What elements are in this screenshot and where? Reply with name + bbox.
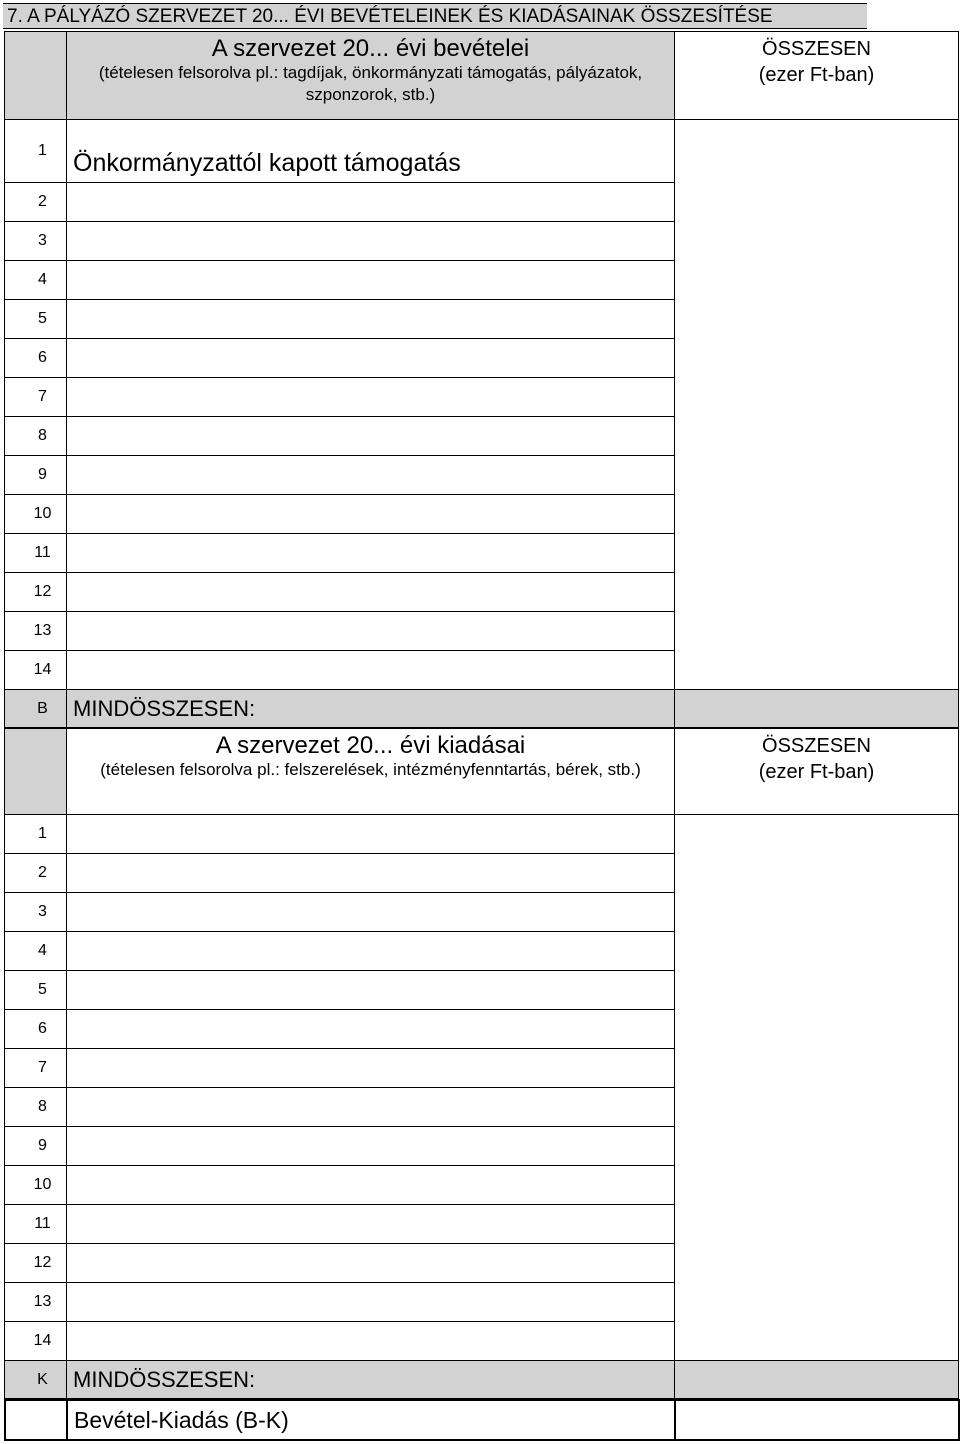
income-row-num: 2 [5, 183, 67, 222]
income-row-label[interactable] [67, 651, 675, 690]
balance-empty-cell [5, 1400, 67, 1440]
income-row-label[interactable] [67, 456, 675, 495]
income-row-num: 3 [5, 222, 67, 261]
expense-row-num: 1 [5, 815, 67, 854]
income-sum-column[interactable] [675, 120, 959, 690]
income-row-num: 12 [5, 573, 67, 612]
income-total-letter: B [5, 690, 67, 728]
expense-row-label[interactable] [67, 971, 675, 1010]
expense-sum-header-2: (ezer Ft-ban) [758, 761, 875, 783]
expense-row-label[interactable] [67, 1049, 675, 1088]
expense-row-num: 11 [5, 1205, 67, 1244]
income-sum-header-1: ÖSSZESEN [762, 38, 871, 60]
income-total-label: MINDÖSSZESEN: [67, 690, 675, 728]
income-header-subtitle-2: szponzorok, stb.) [305, 85, 436, 104]
income-row-label[interactable]: Önkormányzattól kapott támogatás [67, 120, 675, 183]
income-row-label[interactable] [67, 417, 675, 456]
expense-total-value[interactable] [675, 1361, 959, 1399]
expense-row-label[interactable] [67, 815, 675, 854]
expense-sum-column[interactable] [675, 815, 959, 1361]
expense-row-num: 3 [5, 893, 67, 932]
expense-row-label[interactable] [67, 1283, 675, 1322]
expense-row-num: 5 [5, 971, 67, 1010]
expense-row-num: 8 [5, 1088, 67, 1127]
income-row-num: 4 [5, 261, 67, 300]
income-header-title: A szervezet 20... évi bevételei [211, 35, 530, 62]
income-row-label[interactable] [67, 222, 675, 261]
expense-row-num: 4 [5, 932, 67, 971]
expense-header-cell [67, 729, 675, 815]
balance-label: Bevétel-Kiadás (B-K) [67, 1400, 675, 1440]
income-row-num: 9 [5, 456, 67, 495]
income-row-num: 10 [5, 495, 67, 534]
income-table [4, 31, 959, 728]
balance-table [4, 1399, 960, 1441]
income-row-label[interactable] [67, 573, 675, 612]
expense-sum-header-cell [675, 729, 959, 815]
expense-header-subtitle: (tételesen felsorolva pl.: felszerelések, intézményfenntartás, bérek, stb.) [100, 760, 641, 779]
income-sum-header-cell [675, 32, 959, 120]
expense-row-label[interactable] [67, 1127, 675, 1166]
income-row-label[interactable] [67, 378, 675, 417]
expense-total-label: MINDÖSSZESEN: [67, 1361, 675, 1399]
expense-row-num: 7 [5, 1049, 67, 1088]
expense-header-title: A szervezet 20... évi kiadásai [215, 732, 526, 759]
expense-header-num-cell [5, 729, 67, 815]
income-row-label[interactable] [67, 534, 675, 573]
expense-row-num: 6 [5, 1010, 67, 1049]
income-row-label[interactable] [67, 495, 675, 534]
expense-row-label[interactable] [67, 932, 675, 971]
expense-row-num: 12 [5, 1244, 67, 1283]
expense-row-num: 2 [5, 854, 67, 893]
expense-sum-header-1: ÖSSZESEN [762, 735, 871, 757]
income-row-num: 13 [5, 612, 67, 651]
expense-row-label[interactable] [67, 1010, 675, 1049]
expense-row-label[interactable] [67, 1322, 675, 1361]
income-header-subtitle-1: (tételesen felsorolva pl.: tagdíjak, önkormányzati támogatás, pályázatok, [98, 63, 643, 82]
balance-value[interactable] [675, 1400, 959, 1440]
expense-row-label[interactable] [67, 1166, 675, 1205]
income-row-num: 7 [5, 378, 67, 417]
expense-row-label[interactable] [67, 1205, 675, 1244]
income-header-num-cell [5, 32, 67, 120]
income-row-label[interactable] [67, 261, 675, 300]
income-row-num: 6 [5, 339, 67, 378]
expense-row-num: 10 [5, 1166, 67, 1205]
expense-row-label[interactable] [67, 1088, 675, 1127]
expense-row-label[interactable] [67, 854, 675, 893]
income-row-num: 11 [5, 534, 67, 573]
expense-row-num: 9 [5, 1127, 67, 1166]
income-row-label[interactable] [67, 300, 675, 339]
income-sum-header-2: (ezer Ft-ban) [758, 64, 875, 86]
income-row-num: 8 [5, 417, 67, 456]
income-row-label[interactable] [67, 339, 675, 378]
income-row-num: 1 [5, 120, 67, 183]
expense-row-num: 13 [5, 1283, 67, 1322]
income-header-cell [67, 32, 675, 120]
expense-row-num: 14 [5, 1322, 67, 1361]
expense-row-label[interactable] [67, 893, 675, 932]
income-row-label[interactable] [67, 183, 675, 222]
expense-row-label[interactable] [67, 1244, 675, 1283]
income-row-num: 14 [5, 651, 67, 690]
income-row-num: 5 [5, 300, 67, 339]
expense-total-letter: K [5, 1361, 67, 1399]
page-title: 7. A PÁLYÁZÓ SZERVEZET 20... ÉVI BEVÉTELEINEK ÉS KIADÁSAINAK ÖSSZESÍTÉSE [3, 3, 867, 29]
income-total-value[interactable] [675, 690, 959, 728]
income-row-label[interactable] [67, 612, 675, 651]
expense-table [4, 728, 959, 1399]
